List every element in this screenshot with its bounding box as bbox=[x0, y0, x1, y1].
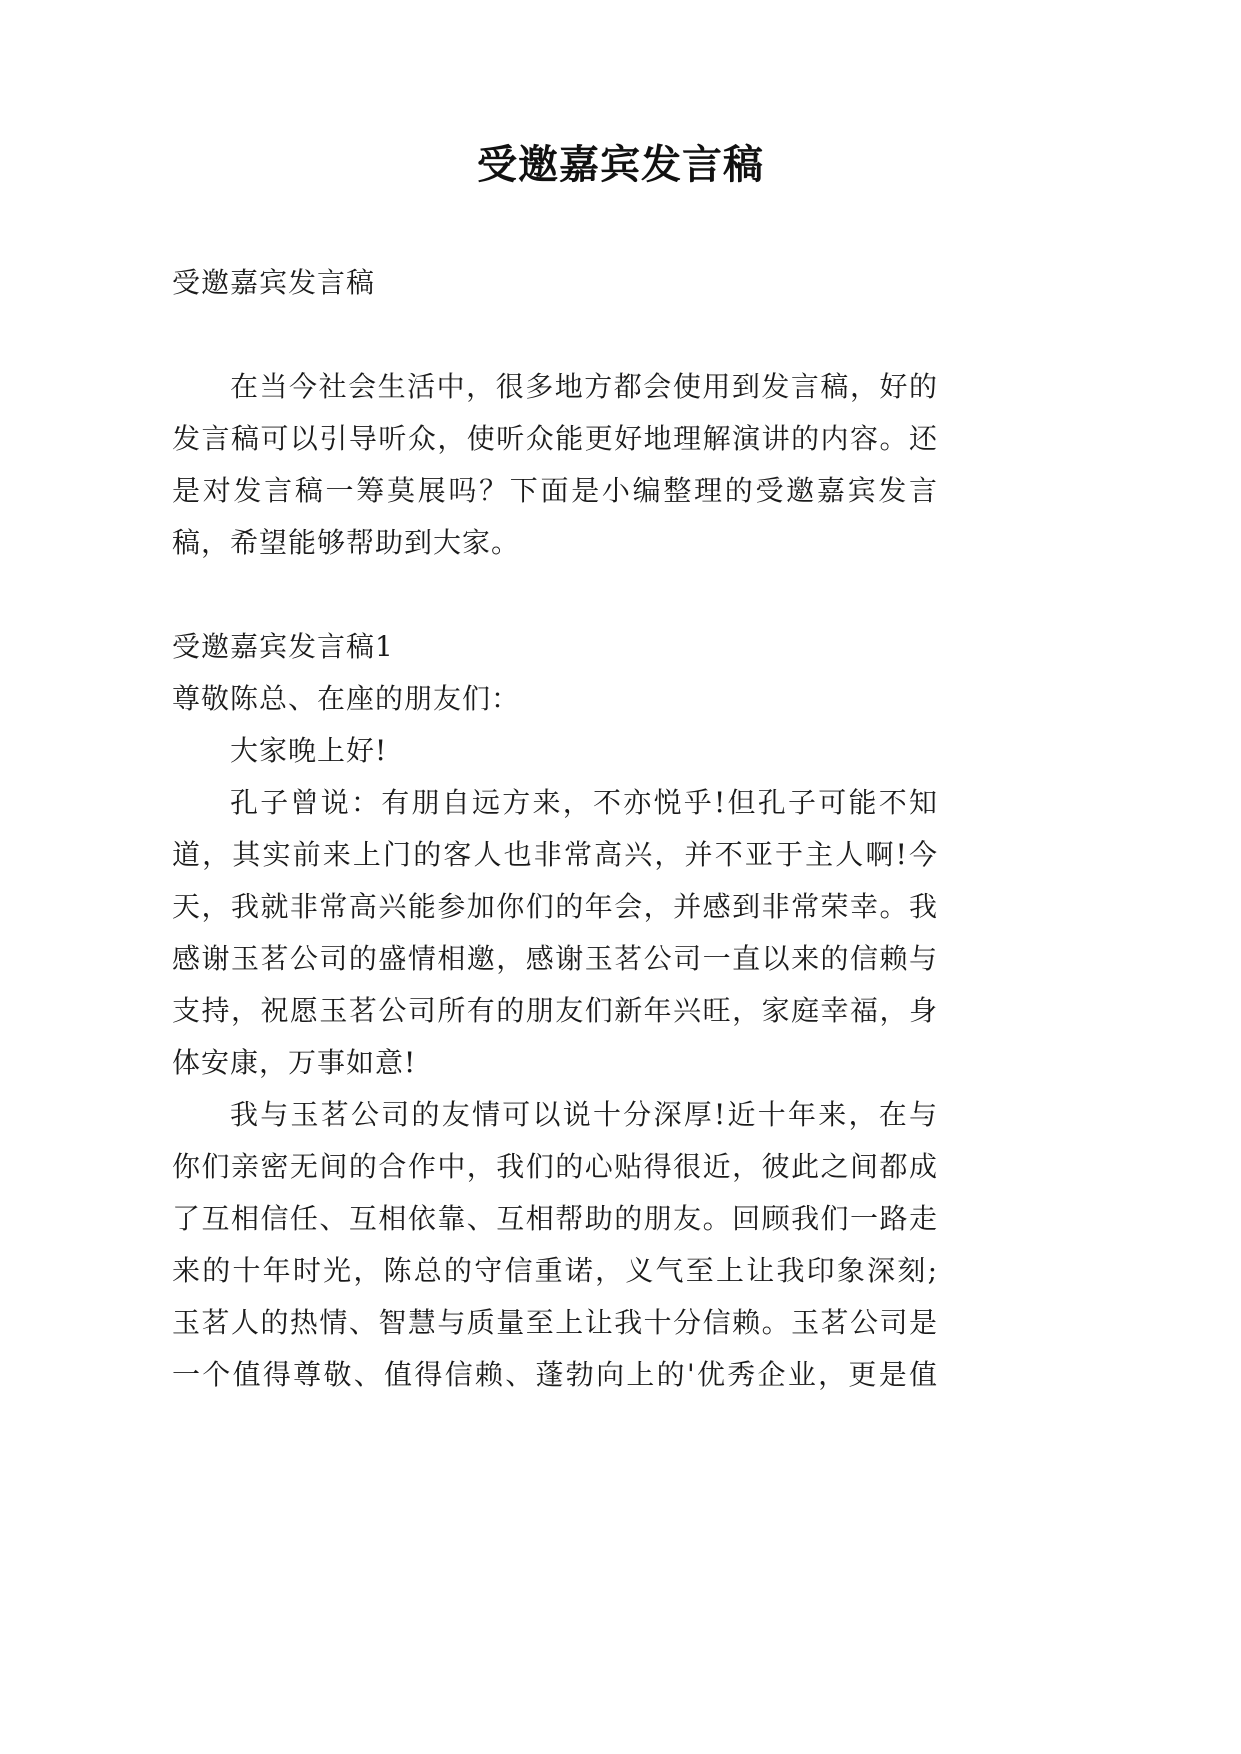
intro-paragraph bbox=[172, 361, 938, 569]
document-body bbox=[172, 257, 938, 1401]
paragraph-line: 天，我就非常高兴能参加你们的年会，并感到非常荣幸。我 bbox=[172, 890, 938, 923]
paragraph-line: 玉茗人的热情、智慧与质量至上让我十分信赖。玉茗公司是 bbox=[172, 1306, 938, 1339]
paragraph-line: 你们亲密无间的合作中，我们的心贴得很近，彼此之间都成 bbox=[172, 1150, 938, 1183]
greeting: 大家晚上好! bbox=[230, 734, 388, 767]
section-heading: 受邀嘉宾发言稿1 bbox=[172, 630, 394, 663]
body-paragraph bbox=[172, 777, 938, 1089]
paragraph-line: 在当今社会生活中，很多地方都会使用到发言稿，好的 bbox=[230, 370, 938, 403]
paragraph-line: 发言稿可以引导听众，使听众能更好地理解演讲的内容。还 bbox=[172, 422, 938, 455]
paragraph-line: 孔子曾说：有朋自远方来，不亦悦乎!但孔子可能不知 bbox=[230, 786, 938, 819]
paragraph-line: 支持，祝愿玉茗公司所有的朋友们新年兴旺，家庭幸福，身 bbox=[172, 994, 938, 1027]
document-subtitle: 受邀嘉宾发言稿 bbox=[172, 266, 376, 299]
paragraph-line: 我与玉茗公司的友情可以说十分深厚!近十年来，在与 bbox=[230, 1098, 938, 1131]
blank-line bbox=[172, 309, 938, 361]
paragraph-line: 来的十年时光，陈总的守信重诺，义气至上让我印象深刻; bbox=[172, 1254, 938, 1287]
paragraph-line: 感谢玉茗公司的盛情相邀，感谢玉茗公司一直以来的信赖与 bbox=[172, 942, 938, 975]
blank-line bbox=[172, 569, 938, 621]
body-paragraph bbox=[172, 1089, 938, 1401]
document-title: 受邀嘉宾发言稿 bbox=[477, 141, 764, 188]
paragraph-line: 道，其实前来上门的客人也非常高兴，并不亚于主人啊!今 bbox=[172, 838, 938, 871]
paragraph-line: 一个值得尊敬、值得信赖、蓬勃向上的'优秀企业，更是值 bbox=[172, 1358, 938, 1391]
paragraph-line: 体安康，万事如意! bbox=[172, 1046, 417, 1079]
paragraph-line: 是对发言稿一筹莫展吗？下面是小编整理的受邀嘉宾发言 bbox=[172, 474, 938, 507]
paragraph-line: 了互相信任、互相依靠、互相帮助的朋友。回顾我们一路走 bbox=[172, 1202, 938, 1235]
salutation: 尊敬陈总、在座的朋友们： bbox=[172, 682, 521, 715]
paragraph-line: 稿，希望能够帮助到大家。 bbox=[172, 526, 521, 559]
